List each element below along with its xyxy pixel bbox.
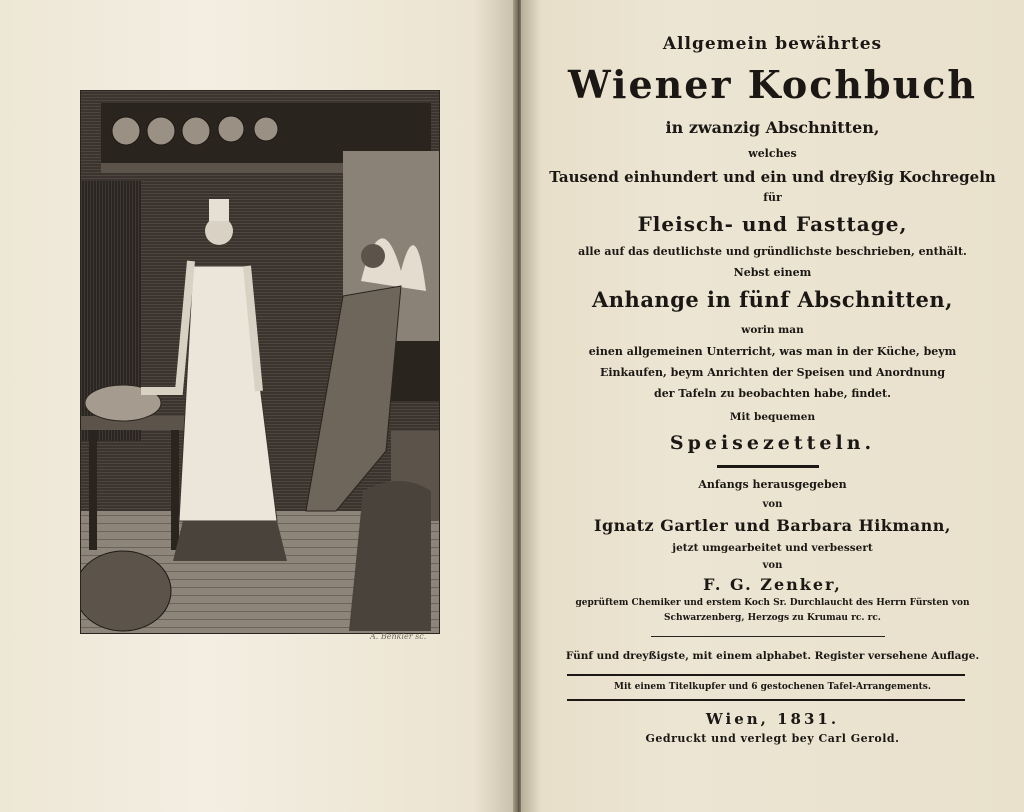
engraver-signature: A. Benkler sc. bbox=[370, 632, 427, 641]
title-line-21: von bbox=[762, 560, 783, 571]
title-line-12: einen allgemeinen Unterricht, was man in der Küche, beym bbox=[588, 345, 957, 358]
title-line-4: welches bbox=[748, 147, 797, 160]
title-line-23: geprüftem Chemiker und erstem Koch Sr. Durchlaucht des Herrn Fürsten von bbox=[575, 598, 970, 608]
title-line-24: Schwarzenberg, Herzogs zu Krumau rc. rc. bbox=[664, 613, 881, 623]
title-line-17: Anfangs herausgegeben bbox=[698, 478, 847, 491]
decorative-rule bbox=[717, 465, 819, 468]
title-line-16: Speisezetteln. bbox=[669, 432, 876, 454]
imprint-place-year: Wien, 1831. bbox=[705, 710, 840, 728]
plates-line: Mit einem Titelkupfer und 6 gestochenen Tafel-Arrangements. bbox=[614, 682, 931, 692]
title-line-7: Fleisch- und Fasttage, bbox=[637, 212, 908, 236]
title-line-8: alle auf das deutlichste und gründlichste beschrieben, enthält. bbox=[578, 245, 967, 258]
title-line-9: Nebst einem bbox=[733, 266, 812, 279]
title-line-6: für bbox=[763, 191, 782, 204]
edition-line: Fünf und dreyßigste, mit einem alphabet. Register versehene Auflage. bbox=[565, 650, 980, 662]
title-line-18: von bbox=[762, 499, 783, 510]
title-line-13: Einkaufen, beym Anrichten der Speisen und Anordnung bbox=[599, 366, 946, 379]
frontispiece-engraving bbox=[80, 90, 440, 634]
title-line-15: Mit bequemen bbox=[729, 411, 816, 423]
separator-rule bbox=[651, 636, 885, 637]
title-line-5: Tausend einhundert und ein und dreyßig Kochregeln bbox=[549, 168, 996, 186]
title-line-20: jetzt umgearbeitet und verbessert bbox=[672, 542, 873, 554]
title-line-1: Allgemein bewährtes bbox=[662, 34, 883, 54]
title-line-10: Anhange in fünf Abschnitten, bbox=[592, 287, 953, 312]
title-line-11: worin man bbox=[741, 324, 804, 336]
title-line-14: der Tafeln zu beobachten habe, findet. bbox=[654, 387, 891, 400]
frame-rule-bottom bbox=[567, 699, 965, 701]
authors-line: Ignatz Gartler und Barbara Hikmann, bbox=[593, 516, 951, 535]
frame-rule-top bbox=[567, 674, 965, 676]
imprint-publisher: Gedruckt und verlegt bey Carl Gerold. bbox=[645, 732, 900, 745]
editor-name: F. G. Zenker, bbox=[703, 575, 842, 594]
title-page bbox=[521, 0, 1024, 812]
title-line-3: in zwanzig Abschnitten, bbox=[665, 118, 880, 137]
main-title: Wiener Kochbuch bbox=[568, 62, 977, 107]
